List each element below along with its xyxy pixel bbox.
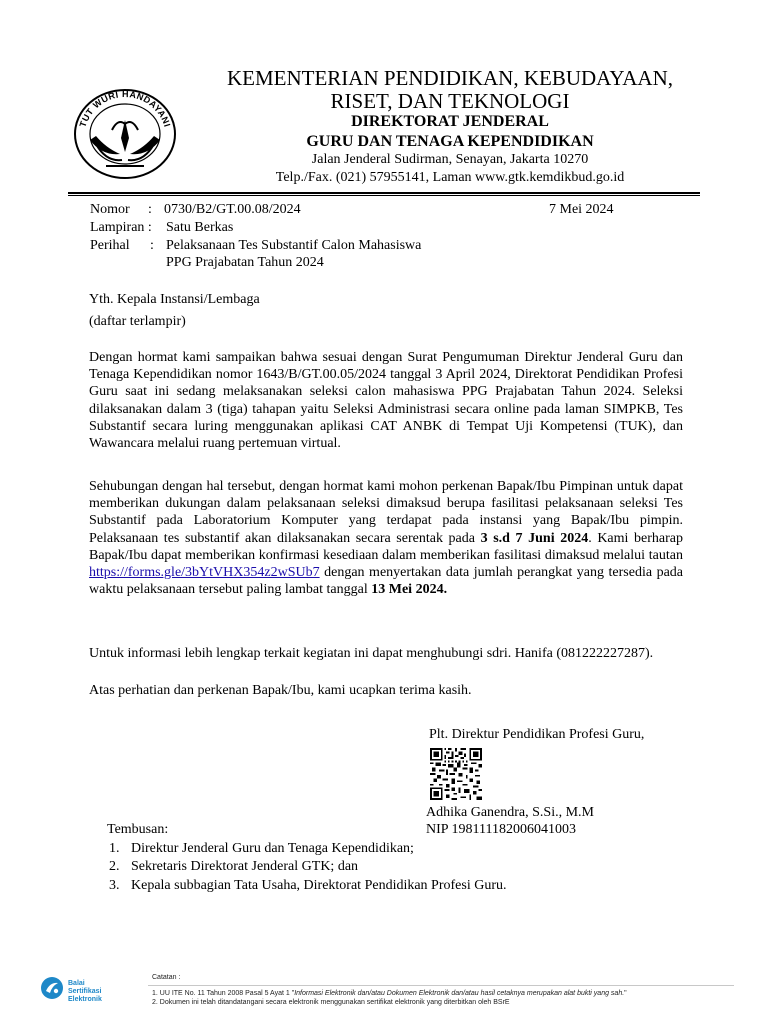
nomor-value: 0730/B2/GT.00.08/2024 [164,202,301,217]
footer-divider [148,985,734,986]
contact-info: Telp./Fax. (021) 57955141, Laman www.gtk.kemdikbud.go.id [275,170,625,185]
tembusan-item-num: 3. [109,878,120,893]
recipient-line2: (daftar terlampir) [89,314,186,329]
nomor-colon: : [148,202,152,217]
signatory-nip: NIP 198111182006041003 [426,822,576,837]
lampiran-value: Satu Berkas [166,220,234,235]
p2-text-c: dengan menyertakan data jumlah perangkat yang tersedia pada waktu pelaksanaan tersebut paling lambat tanggal [89,565,683,598]
body-paragraph-4: Atas perhatian dan perkenan Bapak/Ibu, kami ucapkan terima kasih. [89,683,472,698]
perihal-line2: PPG Prajabatan Tahun 2024 [166,255,324,270]
nomor-label: Nomor [90,202,130,217]
perihal-label: Perihal [90,238,130,253]
address: Jalan Jenderal Sudirman, Senayan, Jakarta 10270 [311,152,589,167]
tembusan-item-num: 2. [109,859,120,874]
directorate-general-line2: GURU DAN TENAGA KEPENDIDIKAN [306,133,594,150]
p2-text-b: . Kami berharap Bapak/Ibu dapat memberikan konfirmasi kesediaan dalam memberikan fasilitasi dimaksud melalui tautan [89,530,684,563]
tembusan-item-num: 1. [109,841,120,856]
letter-date: 7 Mei 2024 [549,202,614,217]
tembusan-item: Kepala subbagian Tata Usaha, Direktorat Pendidikan Profesi Guru. [131,878,507,893]
p2-text-a: Sehubungan dengan hal tersebut, dengan hormat kami mohon perkenan Bapak/Ibu Pimpinan untuk dapat memberikan dukungan dalam pelaksanaan seleksi dimaksud berupa fasilitasi pelaksanaan seleksi Tes Substantif pada Laboratorium Komputer yang terdapat pada instansi yang Bapak/Ibu pimpin. Pelaksanaan tes substantif akan dilaksanakan secara serentak pada [89,479,683,546]
letterhead-divider [68,192,700,194]
tembusan-label: Tembusan: [107,822,169,837]
bsre-logo-icon [40,976,64,1000]
tembusan-item: Direktur Jenderal Guru dan Tenaga Kependidikan; [131,841,414,856]
ministry-name-line2: RISET, DAN TEKNOLOGI [330,89,570,113]
perihal-colon: : [150,238,154,253]
note1-italic: Informasi Elektronik dan/atau Dokumen Elektronik dan/atau hasil cetaknya merupakan alat bukti yang sah. [294,990,625,997]
bsre-line3: Elektronik [68,996,102,1003]
footer-note-1 [152,989,627,998]
deadline-date: 13 Mei 2024. [371,582,448,598]
body-paragraph-3: Untuk informasi lebih lengkap terkait kegiatan ini dapat menghubungi sdri. Hanifa (081222227287). [89,646,654,661]
bsre-logo-text [68,980,102,1004]
ministry-name-line1: KEMENTERIAN PENDIDIKAN, KEBUDAYAAN, [226,66,674,90]
body-paragraph-1: Dengan hormat kami sampaikan bahwa sesuai dengan Surat Pengumuman Direktur Jenderal Guru dan Tenaga Kependidikan nomor 1643/B/GT.00.05/2024 tanggal 3 April 2024, Direktorat Pendidikan Profesi Guru saat ini sedang melaksanakan seleksi calon mahasiswa PPG Prajabatan Tahun 2024. Seleksi dilaksanakan dalam 3 (tiga) tahapan yaitu Seleksi Administrasi secara online pada laman SIMPKB, Tes Substantif secara luring menggunakan aplikasi CAT ANBK di Tempat Uji Kompetensi (TUK), dan Wawancara melalui ruang pertemuan virtual. [89,350,683,452]
perihal-line1: Pelaksanaan Tes Substantif Calon Mahasiswa [166,238,422,253]
logo-motto: TUT WURI HANDAYANI [77,88,173,129]
tembusan-item: Sekretaris Direktorat Jenderal GTK; dan [131,859,359,874]
confirmation-form-link[interactable]: https://forms.gle/3bYtVHX354z2wSUb7 [89,565,320,581]
footer-note-2: 2. Dokumen ini telah ditandatangani secara elektronik menggunakan sertifikat elektronik yang diterbitkan oleh BSrE [152,999,510,1006]
directorate-general-line1: DIREKTORAT JENDERAL [351,113,549,130]
letterhead-divider-thin [68,195,700,196]
body-paragraph-2 [89,478,683,598]
recipient-line1: Yth. Kepala Instansi/Lembaga [89,292,260,307]
bsre-line1: Balai [68,980,85,987]
note1-plain: 1. UU ITE No. 11 Tahun 2008 Pasal 5 Ayat 1 " [152,990,295,997]
note1-end: " [624,990,627,997]
signatory-title: Plt. Direktur Pendidikan Profesi Guru, [429,727,645,742]
test-date-range: 3 s.d 7 Juni 2024 [480,530,589,546]
lampiran-label: Lampiran : [90,220,152,235]
tut-wuri-handayani-logo [66,78,184,182]
bsre-line2: Sertifikasi [68,988,102,995]
catatan-label: Catatan : [152,974,181,981]
signature-qr-code [430,748,482,800]
signatory-name: Adhika Ganendra, S.Si., M.M [426,805,594,820]
